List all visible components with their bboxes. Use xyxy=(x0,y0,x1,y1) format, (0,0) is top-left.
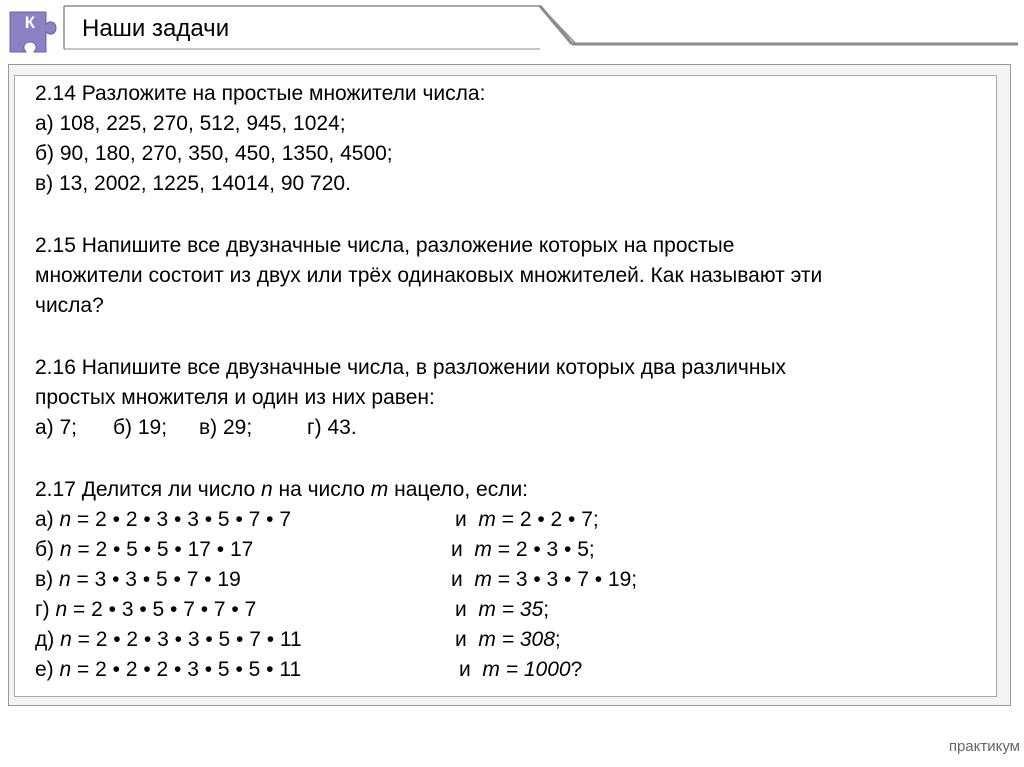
var-m: m xyxy=(474,538,492,561)
content-panel xyxy=(14,75,997,697)
m-expression: = 35 xyxy=(495,598,544,621)
page-title: Наши задачи xyxy=(82,15,230,42)
var-m: m xyxy=(478,628,496,651)
task-2-17-row-a-right xyxy=(455,508,599,532)
task-2-15-line1: 2.15 Напишите все двузначные числа, разложение которых на простые xyxy=(35,234,735,257)
task-2-17-row-b-right xyxy=(451,538,595,562)
task-2-16-line2: простых множителя и один из них равен: xyxy=(35,386,435,409)
var-n: n xyxy=(59,538,72,561)
task-2-17-row-b-left xyxy=(35,538,253,562)
row-label: в) xyxy=(35,568,59,591)
task-2-16-option-d: г) 43. xyxy=(307,416,357,439)
conjunction: и xyxy=(455,628,467,651)
m-tail: ; xyxy=(554,628,561,651)
row-label: г) xyxy=(35,598,56,621)
task-2-16-option-c: в) 29; xyxy=(199,416,253,439)
row-label: д) xyxy=(35,628,61,651)
n-expression: = 2 • 2 • 3 • 3 • 5 • 7 • 7 xyxy=(71,508,292,531)
var-n: n xyxy=(55,598,68,621)
var-m: m xyxy=(478,508,496,531)
n-expression: = 2 • 2 • 2 • 3 • 5 • 5 • 11 xyxy=(71,658,302,681)
task-2-17-var-m: m xyxy=(370,478,389,501)
conjunction: и xyxy=(451,568,463,591)
row-label: а) xyxy=(35,508,60,531)
task-2-17-row-f-left xyxy=(35,658,301,682)
task-2-16-option-b: б) 19; xyxy=(113,416,168,439)
var-n: n xyxy=(60,628,72,651)
task-2-17-title-pre: 2.17 Делится ли число xyxy=(35,478,261,501)
conjunction: и xyxy=(455,508,467,531)
task-2-15-line2: множители состоит из двух или трёх одинаковых множителей. Как называют эти xyxy=(35,264,823,287)
task-2-14-a: а) 108, 225, 270, 512, 945, 1024; xyxy=(35,112,346,135)
n-expression: = 2 • 2 • 3 • 3 • 5 • 7 • 11 xyxy=(71,628,302,651)
badge-letter: К xyxy=(24,13,36,32)
task-2-17-row-a-left xyxy=(35,508,291,532)
var-n: n xyxy=(58,568,71,591)
task-2-17-title-post: нацело, если: xyxy=(388,478,529,501)
task-2-17-row-c-left xyxy=(35,568,241,592)
task-2-14-c: в) 13, 2002, 1225, 14014, 90 720. xyxy=(35,172,351,195)
task-2-17-title xyxy=(35,478,528,502)
m-tail: ? xyxy=(570,658,583,681)
n-expression: = 2 • 3 • 5 • 7 • 7 • 7 xyxy=(67,598,257,621)
var-m: m xyxy=(474,568,492,591)
m-expression: = 308 xyxy=(495,628,555,651)
task-2-17-row-d-right xyxy=(455,598,549,622)
conjunction: и xyxy=(451,538,463,561)
m-expression: = 3 • 3 • 7 • 19; xyxy=(491,568,638,591)
n-expression: = 3 • 3 • 5 • 7 • 19 xyxy=(70,568,241,591)
task-2-15-line3: числа? xyxy=(35,294,104,317)
task-2-17-row-d-left xyxy=(35,598,256,622)
var-n: n xyxy=(59,658,72,681)
n-expression: = 2 • 5 • 5 • 17 • 17 xyxy=(71,538,254,561)
task-2-17-row-e-left xyxy=(35,628,302,652)
task-2-17-row-f-right xyxy=(459,658,582,682)
task-2-17-row-e-right xyxy=(455,628,561,652)
task-2-14-b: б) 90, 180, 270, 350, 450, 1350, 4500; xyxy=(35,142,393,165)
m-expression: = 2 • 3 • 5; xyxy=(491,538,595,561)
task-2-17-var-n: n xyxy=(260,478,273,501)
task-2-16-option-a: а) 7; xyxy=(35,416,78,439)
task-2-16-line1: 2.16 Напишите все двузначные числа, в разложении которых два различных xyxy=(35,356,787,379)
m-tail: ; xyxy=(543,598,550,621)
m-expression: = 1000 xyxy=(499,658,571,681)
task-2-17-title-mid: на число xyxy=(272,478,371,501)
footer-brand: практикум xyxy=(948,738,1020,755)
m-expression: = 2 • 2 • 7; xyxy=(495,508,599,531)
var-n: n xyxy=(59,508,72,531)
var-m: m xyxy=(478,598,496,621)
row-label: б) xyxy=(35,538,60,561)
row-label: е) xyxy=(35,658,60,681)
task-2-14-title: 2.14 Разложите на простые множители числа: xyxy=(35,82,486,105)
conjunction: и xyxy=(459,658,471,681)
conjunction: и xyxy=(455,598,467,621)
task-2-17-row-c-right xyxy=(451,568,637,592)
var-m: m xyxy=(482,658,500,681)
